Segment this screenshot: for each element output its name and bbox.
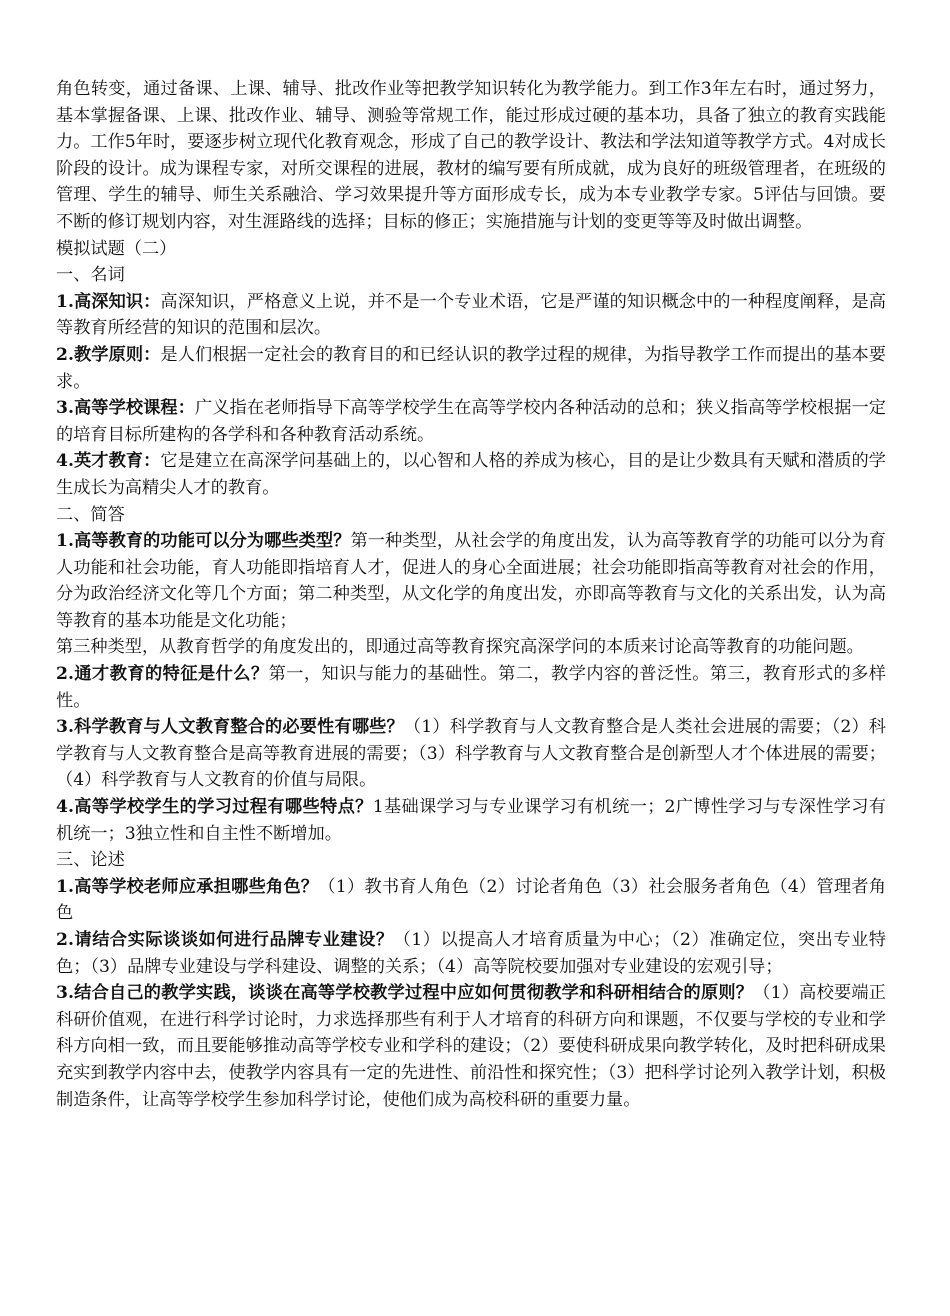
document-page [56,76,886,1113]
item-term: 1.高等教育的功能可以分为哪些类型？ [56,531,351,552]
item-term: 2.通才教育的特征是什么？ [56,664,269,685]
item-term: 1.高等学校老师应承担哪些角色？ [56,876,319,897]
essay-item [56,980,886,1113]
question-item [56,794,886,847]
item-text: （1）以提高人才培育质量为中心；（2）准确定位，突出专业特色；（3）品牌专业建设与学科建设、调整的关系；（4）高等院校要加强对专业建设的宏观引导； [56,930,886,977]
intro-paragraph: 角色转变，通过备课、上课、辅导、批改作业等把教学知识转化为教学能力。到工作3年左右时，通过努力，基本掌握备课、上课、批改作业、辅导、测验等常规工作，能过形成过硬的基本功，具备了独立的教育实践能力。工作5年时，要逐步树立现代化教育观念，形成了自己的教学设计、教法和学法知道等教学方式。4对成长阶段的设计。成为课程专家，对所交课程的进展，教材的编写要有所成就，成为良好的班级管理者，在班级的管理、学生的辅导、师生关系融洽、学习效果提升等方面形成专长，成为本专业教学专家。5评估与回馈。要不断的修订规划内容，对生涯路线的选择；目标的修正；实施措施与计划的变更等等及时做出调整。 [56,79,886,232]
item-text: （1）科学教育与人文教育整合是人类社会进展的需要；（2）科学教育与人文教育整合是高等教育进展的需要；（3）科学教育与人文教育整合是创新型人才个体进展的需要；（4）科学教育与人文教育的价值与局限。 [56,717,886,791]
section-heading: 三、论述 [56,850,125,871]
item-text: 广义指在老师指导下高等学校学生在高等学校内各种活动的总和；狭义指高等学校根据一定的培育目标所建构的各学科和各种教育活动系统。 [56,398,886,445]
definition-item [56,342,886,395]
item-term: 3.结合自己的教学实践，谈谈在高等学校教学过程中应如何贯彻教学和科研相结合的原则？ [56,983,754,1004]
question-continuation: 第三种类型，从教育哲学的角度发出的，即通过高等教育探究高深学问的本质来讨论高等教育的功能问题。 [56,637,864,658]
essay-item [56,874,886,927]
question-item [56,714,886,794]
essay-item [56,927,886,980]
definition-item [56,395,886,448]
definition-item [56,289,886,342]
item-text: 高深知识，严格意义上说，并不是一个专业术语，它是严谨的知识概念中的一种程度阐释，是高等教育所经营的知识的范围和层次。 [56,291,886,339]
item-term: 3.科学教育与人文教育整合的必要性有哪些？ [56,717,404,738]
definition-item [56,448,886,501]
exam-title: 模拟试题（二） [56,238,177,259]
item-term: 4.英才教育： [56,451,161,472]
item-term: 3.高等学校课程： [56,398,195,419]
item-text: （1）教书育人角色（2）讨论者角色（3）社会服务者角色（4）管理者角色 [56,876,886,924]
item-term: 2.请结合实际谈谈如何进行品牌专业建设？ [56,930,394,950]
item-text: 第一种类型，从社会学的角度出发，认为高等教育学的功能可以分为育人功能和社会功能，育人功能即指培育人才，促进人的身心全面进展；社会功能即指高等教育对社会的作用，分为政治经济文化等几个方面；第二种类型，从文化学的角度出发，亦即高等教育与文化的关系出发，认为高等教育的基本功能是文化功能； [56,531,886,631]
item-text: 1基础课学习与专业课学习有机统一；2广博性学习与专深性学习有机统一；3独立性和自主性不断增加。 [56,797,886,844]
item-text: 它是建立在高深学问基础上的，以心智和人格的养成为核心，目的是让少数具有天赋和潜质的学生成长为高精尖人才的教育。 [56,451,886,498]
question-item [56,528,886,634]
section-heading: 二、简答 [56,504,125,525]
section-heading: 一、名词 [56,265,125,286]
item-text: （1）高校要端正科研价值观，在进行科学讨论时，力求选择那些有利于人才培育的科研方向和课题，不仅要与学校的专业和学科方向相一致，而且要能够推动高等学校专业和学科的建设；（2）要使科研成果向教学转化，及时把科研成果充实到教学内容中去，使教学内容具有一定的先进性、前沿性和探究性；（3）把科学讨论列入教学计划，积极制造条件，让高等学校学生参加科学讨论，使他们成为高校科研的重要力量。 [56,983,886,1110]
item-term: 1.高深知识： [56,291,161,312]
item-text: 第一，知识与能力的基础性。第二，教学内容的普泛性。第三，教育形式的多样性。 [56,664,886,711]
item-term: 4.高等学校学生的学习过程有哪些特点？ [56,797,373,818]
item-term: 2.教学原则： [56,344,161,365]
item-text: 是人们根据一定社会的教育目的和已经认识的教学过程的规律，为指导教学工作而提出的基本要求。 [56,344,886,392]
question-item [56,661,886,714]
